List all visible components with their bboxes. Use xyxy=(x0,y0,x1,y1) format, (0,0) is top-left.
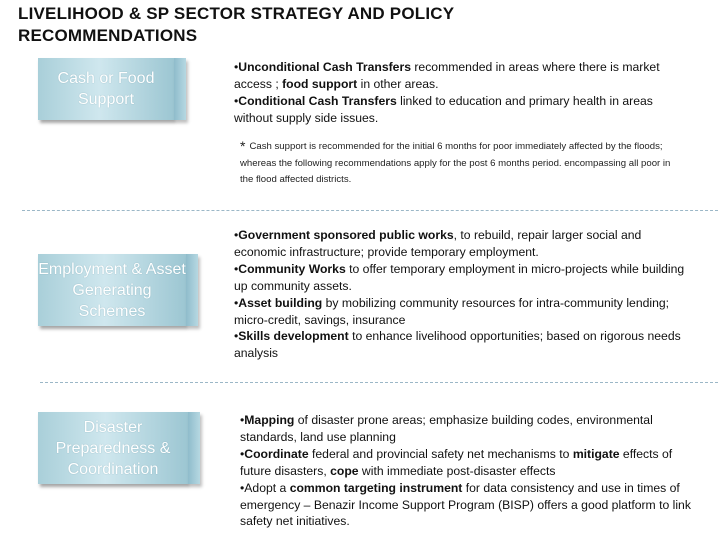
bullet-bold: Asset building xyxy=(238,295,323,310)
bullet-text: for data consistency and use in times of emergency – Benazir Income Support Program (BISP) offers a good platform to link safety net initiatives. xyxy=(240,480,691,529)
bullet-text: Adopt a xyxy=(244,480,290,495)
asterisk-icon: * xyxy=(240,138,246,154)
bullet-bold: Unconditional Cash Transfers xyxy=(238,60,411,74)
bullet-text: to enhance livelihood opportunities; based on rigorous needs analysis xyxy=(234,329,681,361)
bullet-item: •Skills development to enhance livelihood opportunities; based on rigorous needs analysis xyxy=(234,329,681,361)
bullet-bold: Mapping xyxy=(244,413,295,427)
bullet-text: , to rebuild, repair larger social and economic infrastructure; provide temporary employment. xyxy=(234,228,642,259)
bullet-bold: Government sponsored public works xyxy=(238,228,454,242)
bullet-text: effects of future disasters, xyxy=(240,446,673,478)
bullet-item: •Government sponsored public works, to rebuild, repair larger social and economic infrastructure; provide temporary employment. xyxy=(234,228,642,259)
bullet-text: linked to education and primary health in areas without supply side issues. xyxy=(234,93,653,125)
bullet-item: •Community Works to offer temporary employment in micro-projects while building up community assets. xyxy=(234,261,685,293)
bullet-bold: cope xyxy=(330,463,359,478)
bullet-text: federal and provincial safety net mechanisms to xyxy=(308,446,573,461)
bullet-text: by mobilizing community resources for intra-community lending; micro-credit, savings, insurance xyxy=(234,295,670,327)
cash-support-bullets xyxy=(234,59,684,127)
bullet-bold: mitigate xyxy=(572,446,620,461)
cash-support-note xyxy=(240,138,680,189)
note-text: Cash support is recommended for the initial 6 months for poor immediately affected by the floods; whereas the following recommendations apply for the post 6 months period. encompassing all poor in the flood affected districts. xyxy=(240,141,671,185)
section-divider xyxy=(22,210,718,211)
bullet-bold: Coordinate xyxy=(244,446,309,461)
bullet-item: •Conditional Cash Transfers linked to education and primary health in areas without supply side issues. xyxy=(234,93,653,125)
bullet-bold: Community Works xyxy=(238,261,346,276)
bullet-text: with immediate post-disaster effects xyxy=(358,463,556,478)
disaster-preparedness-box xyxy=(38,412,188,484)
employment-asset-schemes-box xyxy=(38,254,186,326)
bullet-text: to offer temporary employment in micro-projects while building up community assets. xyxy=(234,261,685,293)
bullet-bold: Conditional Cash Transfers xyxy=(238,93,397,108)
section-label: Disaster Preparedness & Coordination xyxy=(55,418,171,478)
cash-or-food-support-box xyxy=(38,58,174,120)
page-title: LIVELIHOOD & SP SECTOR STRATEGY AND POLICY RECOMMENDATIONS xyxy=(18,4,454,45)
bullet-bold: Skills development xyxy=(238,329,349,344)
section-label: Employment & Asset Generating Schemes xyxy=(38,260,186,320)
bullet-item: •Adopt a common targeting instrument for data consistency and use in times of emergency – Benazir Income Support Program (BISP) offers a good platform to link safety net initiatives. xyxy=(240,480,691,529)
employment-bullets xyxy=(234,227,689,362)
disaster-bullets xyxy=(240,412,702,530)
bullet-item: •Mapping of disaster prone areas; emphasize building codes, environmental standards, land use planning xyxy=(240,413,653,444)
section-label: Cash or Food Support xyxy=(57,70,155,108)
bullet-bold: common targeting instrument xyxy=(289,480,463,495)
bullet-item: •Unconditional Cash Transfers recommended in areas where there is market access ; food support in other areas. xyxy=(234,60,660,91)
bullet-item: •Asset building by mobilizing community resources for intra-community lending; micro-credit, savings, insurance xyxy=(234,295,670,327)
section-divider xyxy=(40,382,718,383)
bullet-text: in other areas. xyxy=(357,76,439,91)
bullet-text: recommended in areas where there is market access ; xyxy=(234,60,660,91)
bullet-bold: food support xyxy=(282,76,358,91)
bullet-item: •Coordinate federal and provincial safety net mechanisms to mitigate effects of future disasters, cope with immediate post-disaster effects xyxy=(240,446,673,478)
bullet-text: of disaster prone areas; emphasize building codes, environmental standards, land use planning xyxy=(240,413,653,444)
